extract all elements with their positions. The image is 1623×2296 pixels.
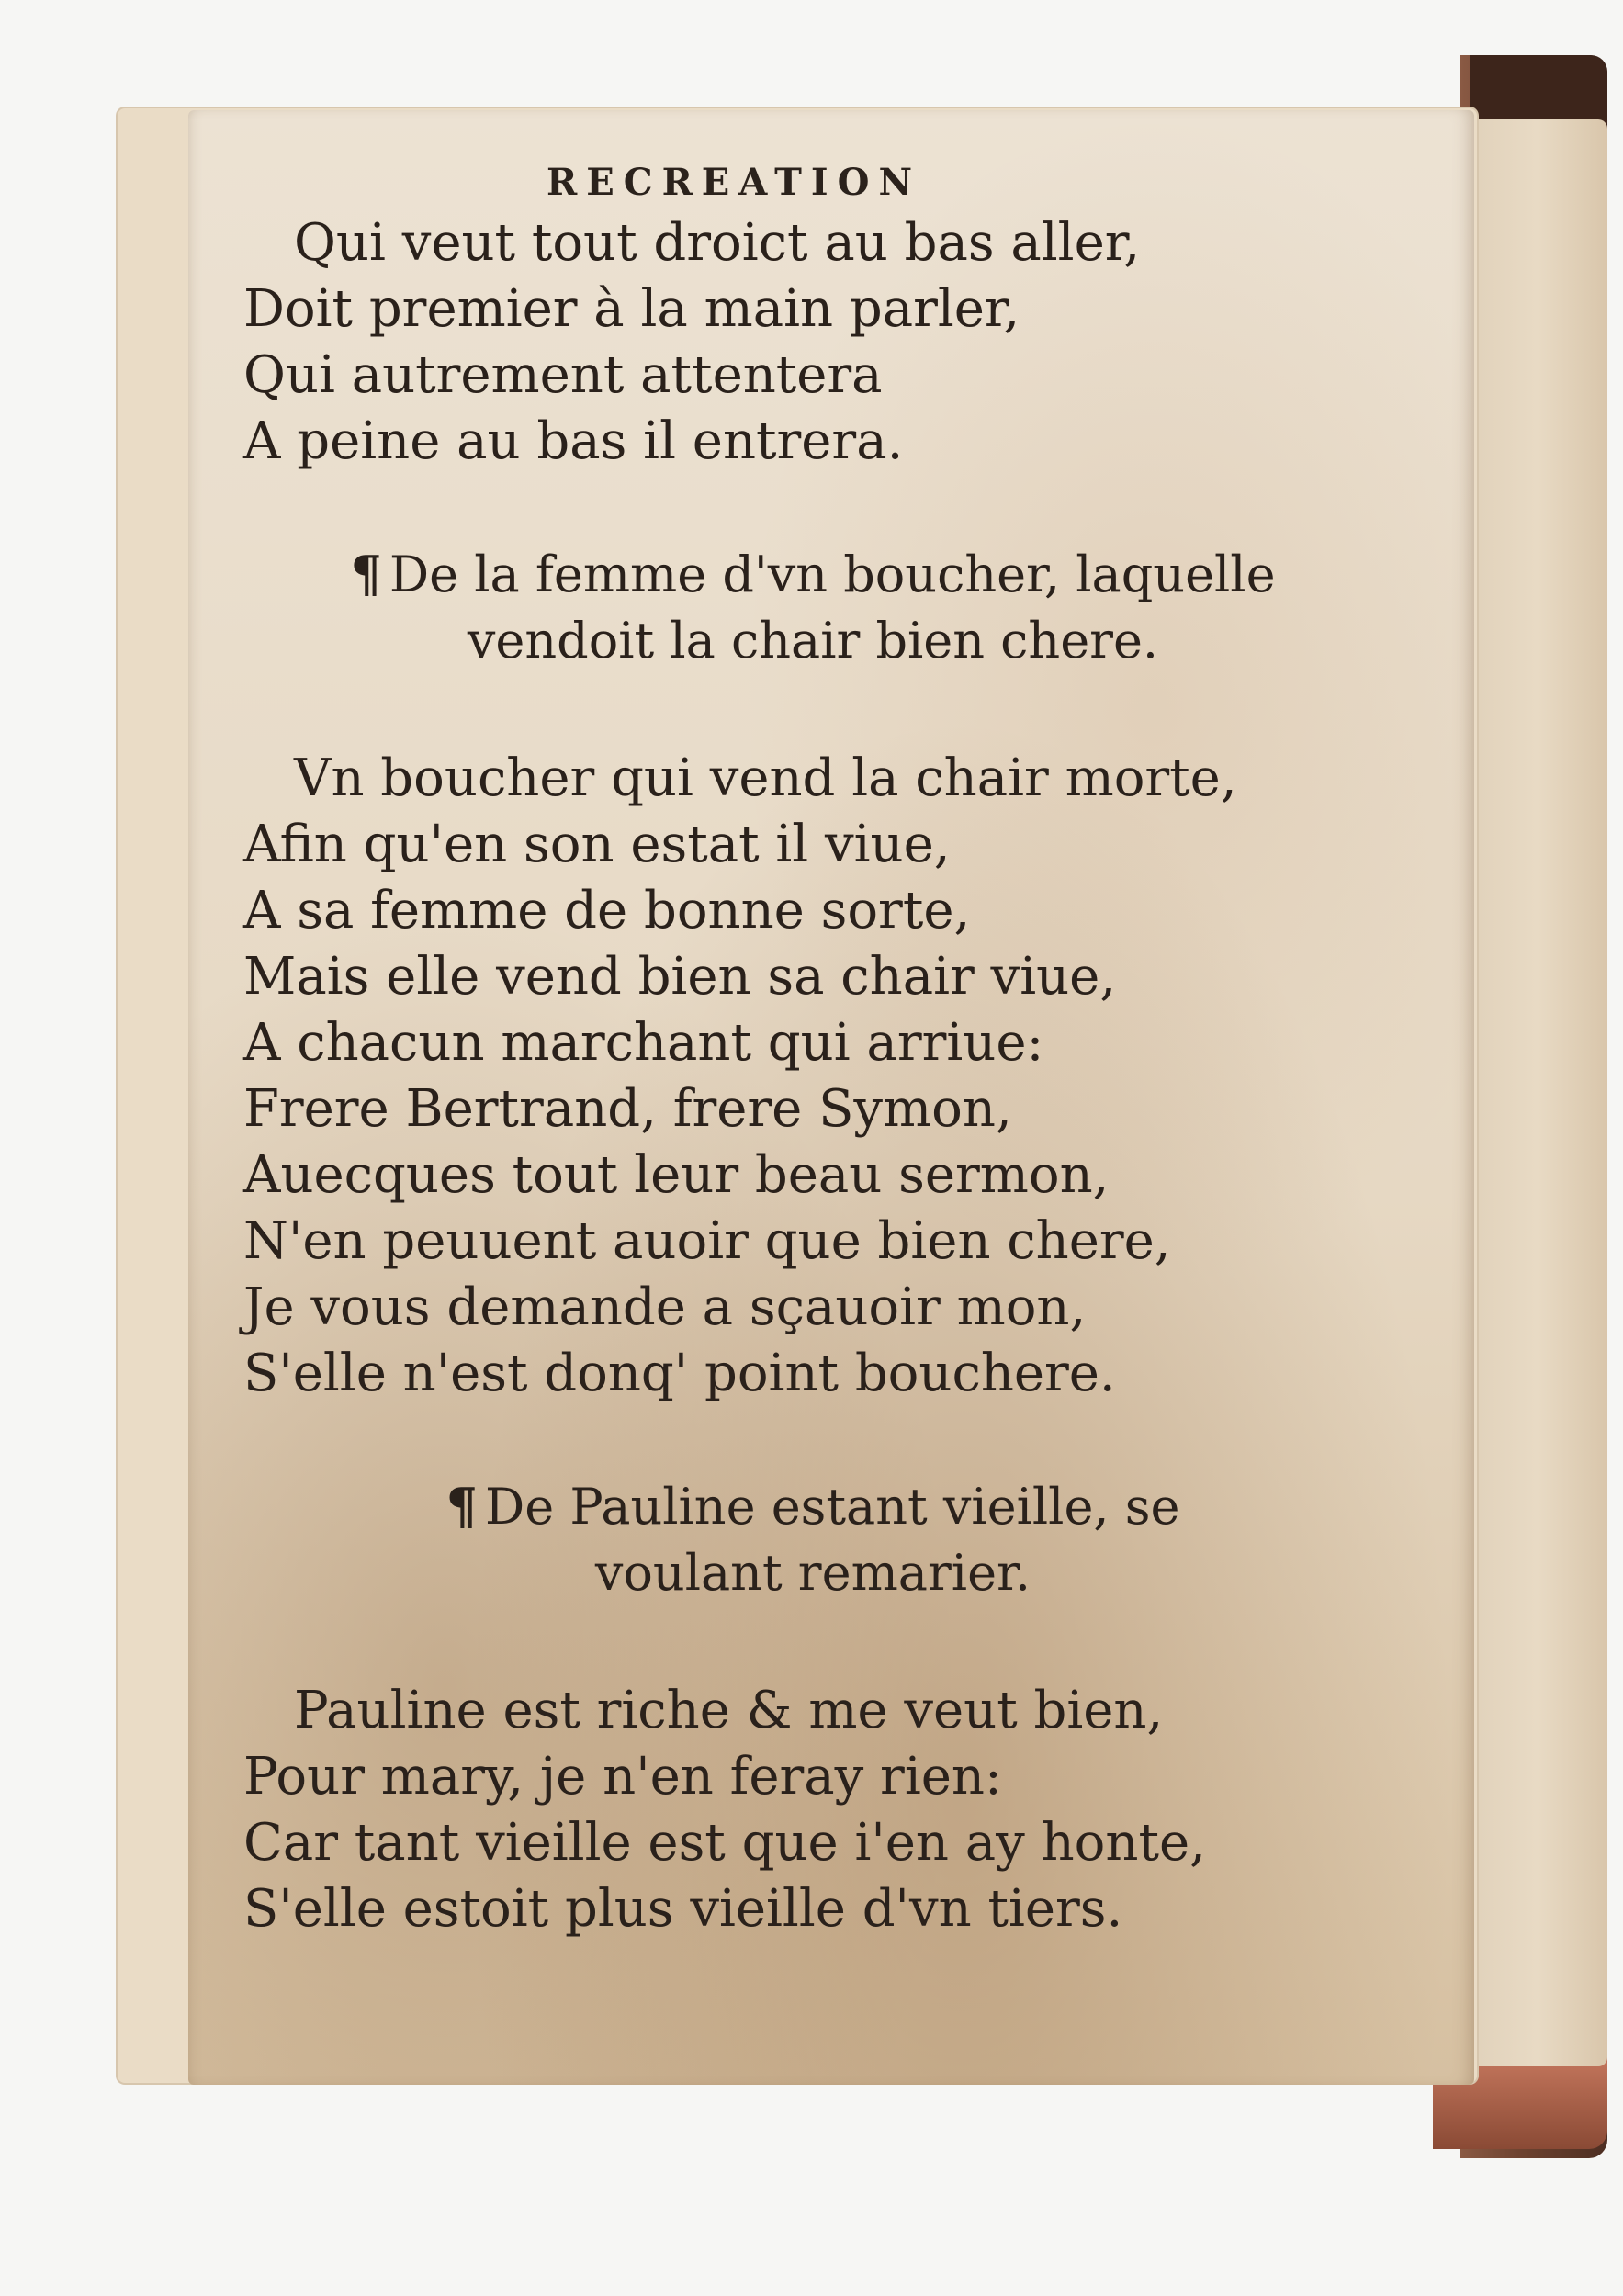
verse-line: S'elle n'est donq' point bouchere. xyxy=(243,1344,1116,1403)
section-heading-1 xyxy=(243,541,1437,674)
verse-line: Pour mary, je n'en feray rien: xyxy=(243,1747,1002,1806)
heading-line: vendoit la chair bien chere. xyxy=(467,612,1159,670)
heading-text: De Pauline estant vieille, se xyxy=(484,1478,1180,1536)
running-head: RECREATION xyxy=(547,161,922,204)
verse-line: S'elle estoit plus vieille d'vn tiers. xyxy=(243,1879,1123,1939)
verse-line: Doit premier à la main parler, xyxy=(243,279,1020,339)
verse-line: Auecques tout leur beau sermon, xyxy=(243,1145,1110,1205)
verse-line: Afin qu'en son estat il viue, xyxy=(243,815,951,874)
binding-top-edge xyxy=(1470,55,1607,129)
verse-line: Car tant vieille est que i'en ay honte, xyxy=(243,1813,1206,1873)
section-heading-2 xyxy=(243,1473,1437,1606)
verse-line: Mais elle vend bien sa chair viue, xyxy=(243,947,1117,1007)
pilcrow-mark: ¶ xyxy=(445,1477,478,1536)
heading-line: voulant remarier. xyxy=(594,1544,1031,1602)
heading-line xyxy=(243,541,1382,608)
verse-line: A sa femme de bonne sorte, xyxy=(243,881,971,940)
pilcrow-mark: ¶ xyxy=(350,545,382,603)
verse-line: Qui veut tout droict au bas aller, xyxy=(294,213,1141,273)
page-text xyxy=(243,161,1437,1942)
verse-line: A chacun marchant qui arriue: xyxy=(243,1013,1044,1073)
heading-line xyxy=(243,1473,1382,1540)
verse-line: Frere Bertrand, frere Symon, xyxy=(243,1079,1012,1139)
book-page xyxy=(188,110,1474,2085)
heading-text: De la femme d'vn boucher, laquelle xyxy=(389,546,1276,603)
verse-line: A peine au bas il entrera. xyxy=(243,411,904,471)
verse-line: Vn boucher qui vend la chair morte, xyxy=(294,748,1237,808)
verse-line: Je vous demande a sçauoir mon, xyxy=(243,1277,1087,1337)
verse-line: Qui autrement attentera xyxy=(243,345,883,405)
stanza-1 xyxy=(243,210,1437,475)
verse-line: N'en peuuent auoir que bien chere, xyxy=(243,1211,1171,1271)
stanza-2 xyxy=(243,746,1437,1407)
stanza-3 xyxy=(243,1678,1437,1942)
verse-line: Pauline est riche & me veut bien, xyxy=(294,1681,1164,1740)
